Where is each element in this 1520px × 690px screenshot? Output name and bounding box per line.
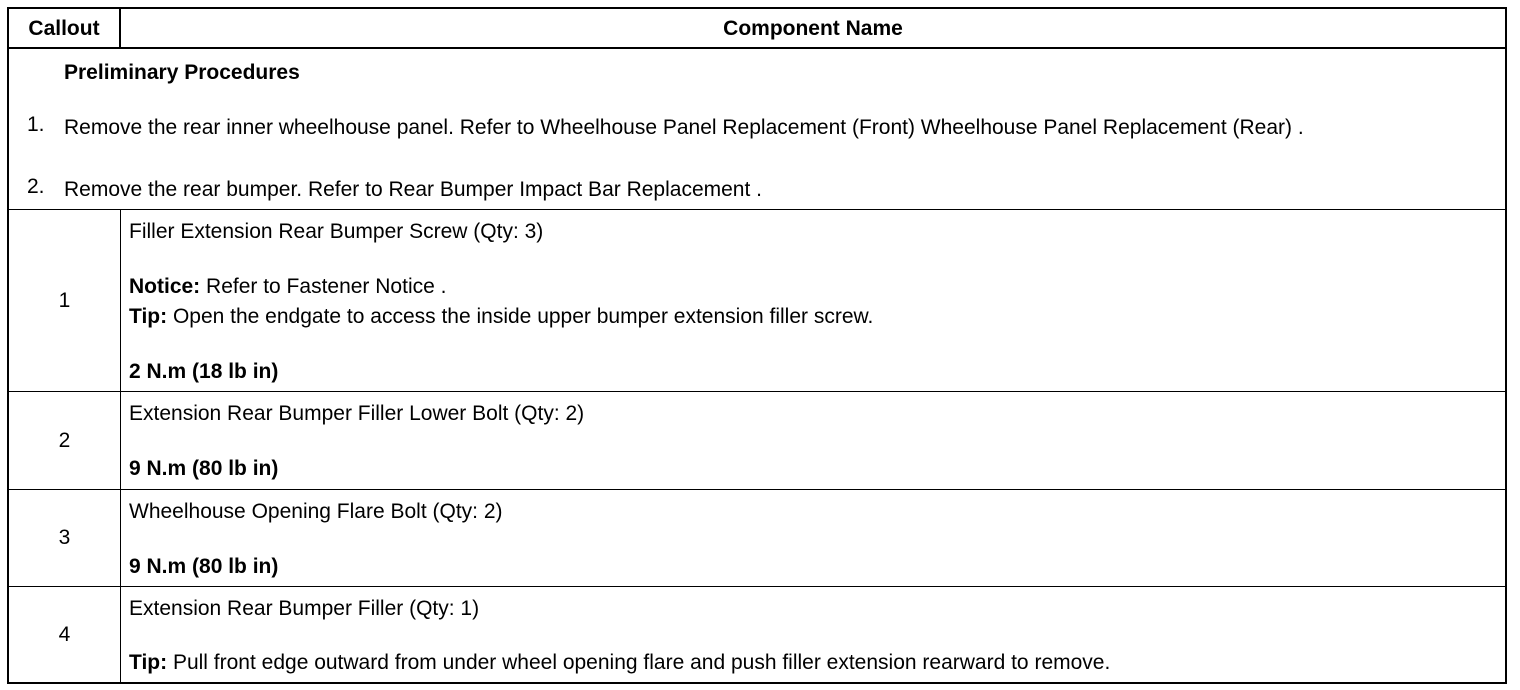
step-number: 1. (27, 113, 45, 136)
header-component-name: Component Name (723, 17, 903, 40)
table-row (9, 210, 1505, 392)
step-text: Remove the rear inner wheelhouse panel. Refer to Wheelhouse Panel Replacement (Front) Wheelhouse Panel Replacement (Rear) . (64, 116, 1304, 139)
table-header (9, 9, 1505, 49)
tip-label: Tip: (129, 651, 168, 674)
preliminary-procedures (9, 49, 1505, 210)
callout-number: 2 (9, 392, 121, 489)
table-row (9, 587, 1505, 682)
preliminary-title: Preliminary Procedures (64, 61, 300, 84)
component-table (7, 7, 1507, 684)
step-number: 2. (27, 175, 45, 198)
tip-text: Pull front edge outward from under wheel opening flare and push filler extension rearward to remove. (167, 651, 1111, 674)
notice-line (129, 275, 446, 299)
callout-number: 4 (9, 587, 121, 682)
notice-label: Notice: (129, 275, 201, 298)
component-name: Wheelhouse Opening Flare Bolt (Qty: 2) (129, 500, 503, 523)
tip-label: Tip: (129, 305, 168, 328)
header-callout: Callout (9, 9, 121, 47)
table-row (9, 490, 1505, 587)
component-name: Extension Rear Bumper Filler (Qty: 1) (129, 597, 480, 620)
torque-spec: 2 N.m (18 lb in) (129, 360, 279, 383)
tip-line (129, 651, 1110, 675)
torque-spec: 9 N.m (80 lb in) (129, 457, 279, 480)
component-name: Extension Rear Bumper Filler Lower Bolt (Qty: 2) (129, 402, 585, 425)
tip-text: Open the endgate to access the inside upper bumper extension filler screw. (167, 305, 874, 328)
component-name: Filler Extension Rear Bumper Screw (Qty: 3) (129, 220, 544, 243)
tip-line (129, 305, 873, 329)
table-row (9, 392, 1505, 490)
notice-text: Refer to Fastener Notice . (200, 275, 447, 298)
step-text: Remove the rear bumper. Refer to Rear Bumper Impact Bar Replacement . (64, 178, 762, 201)
callout-number: 1 (9, 210, 121, 391)
callout-number: 3 (9, 490, 121, 586)
torque-spec: 9 N.m (80 lb in) (129, 555, 279, 578)
